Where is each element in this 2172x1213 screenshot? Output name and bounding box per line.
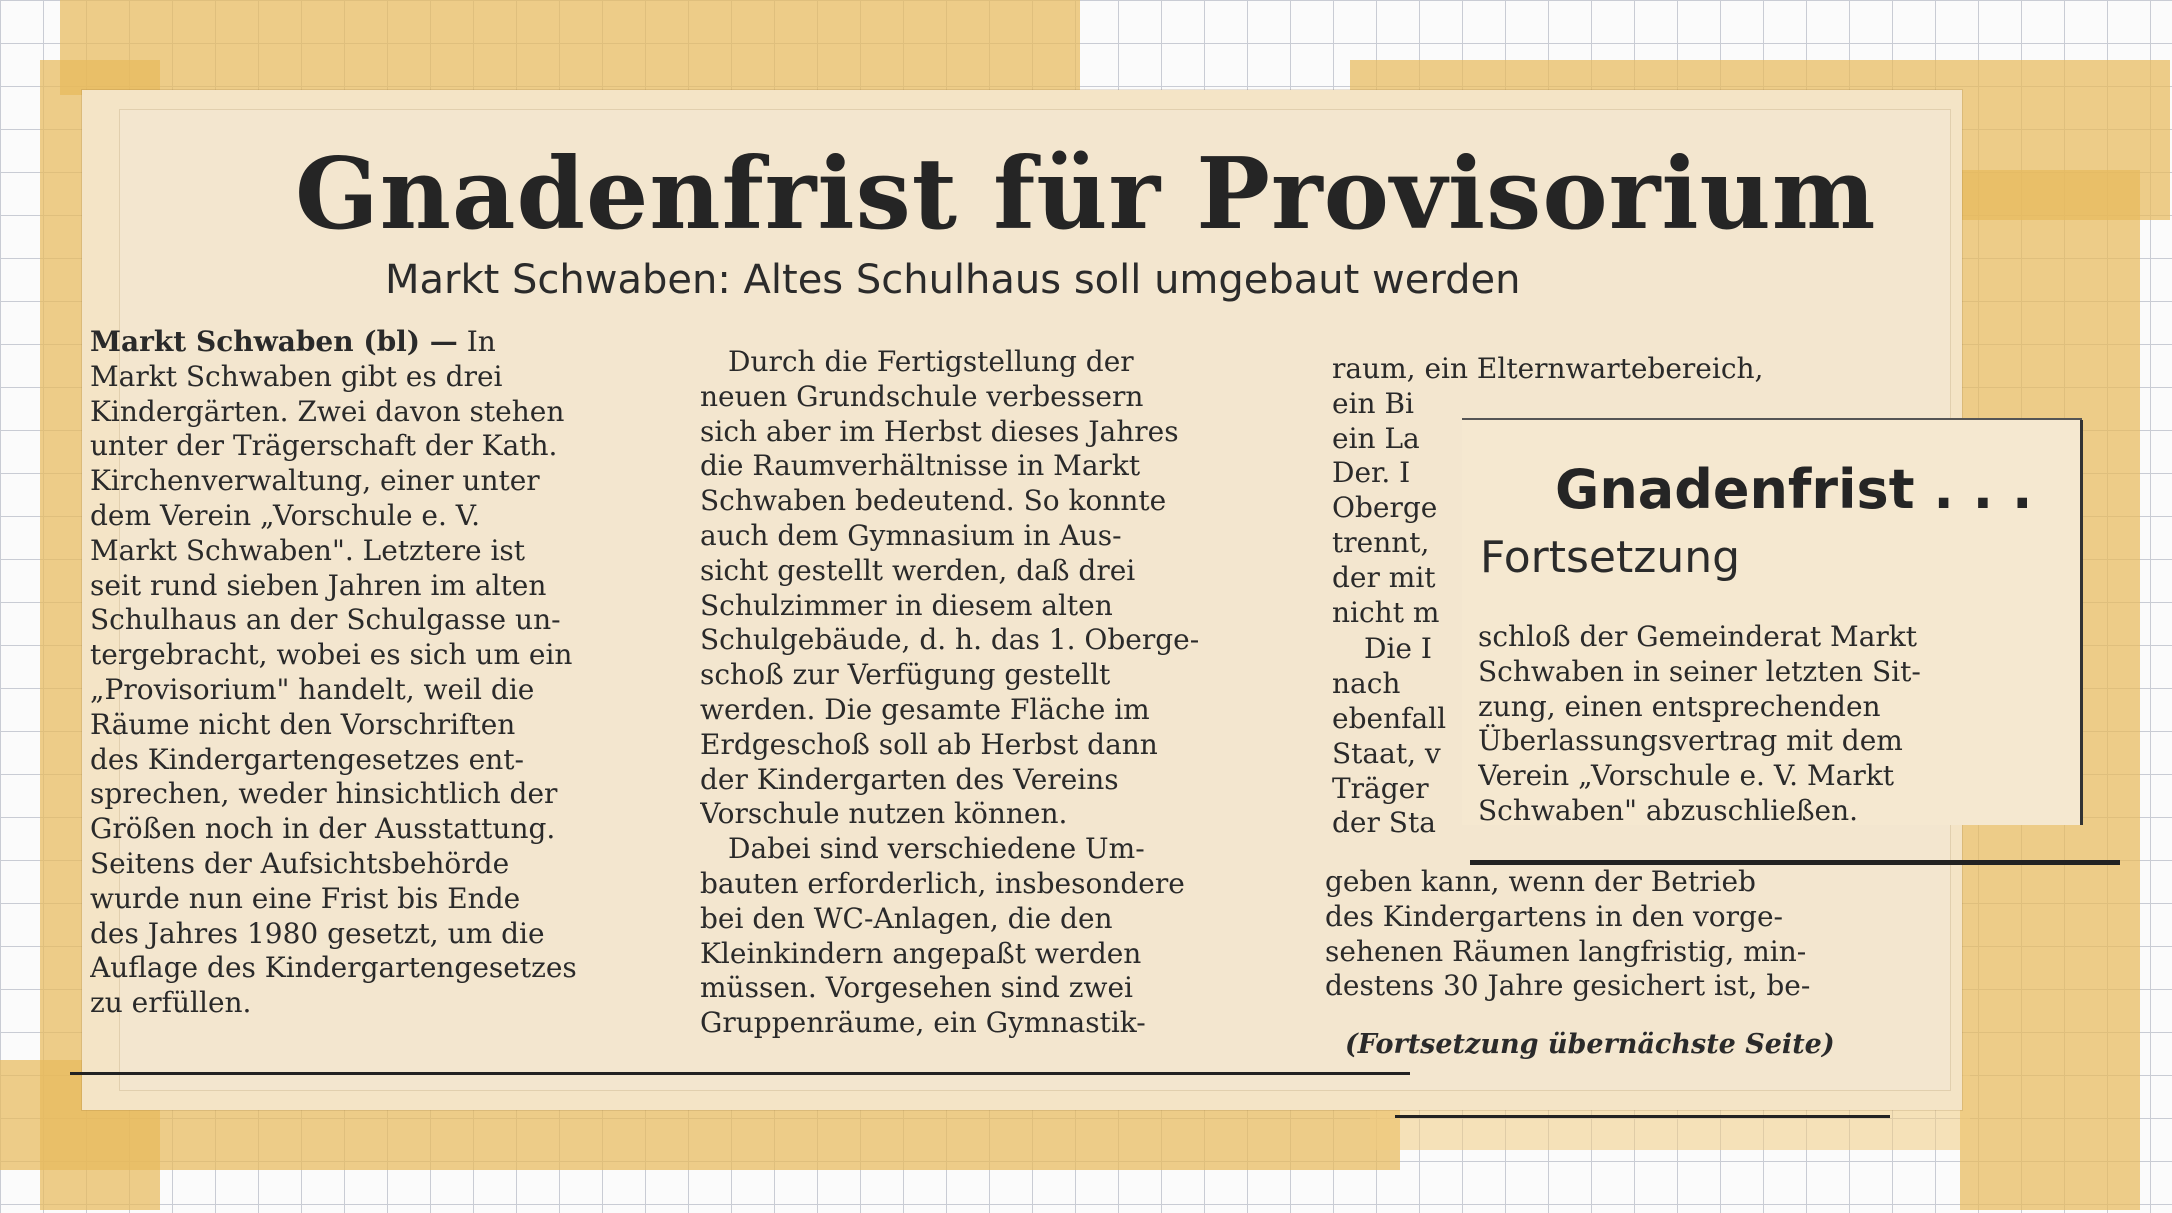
column-2-line: der Kindergarten des Vereins xyxy=(700,762,1119,796)
column-2-line: bei den WC-Anlagen, die den xyxy=(700,901,1113,935)
column-1-line: sprechen, weder hinsichtlich der xyxy=(90,777,558,811)
continuation-text xyxy=(1478,620,2050,829)
column-1-line: „Provisorium" handelt, weil die xyxy=(90,672,535,706)
column-2-line: bauten erforderlich, insbesondere xyxy=(700,866,1185,900)
column-1-line: Größen noch in der Ausstattung. xyxy=(90,812,556,846)
column-3-line: trennt, xyxy=(1332,525,1430,559)
column-2-line: Dabei sind verschiedene Um- xyxy=(728,832,1145,866)
article-column-2 xyxy=(700,345,1285,1041)
headline: Gnadenfrist für Provisorium xyxy=(295,137,1877,252)
article-column-1 xyxy=(90,325,660,1021)
dateline: Markt Schwaben (bl) — xyxy=(90,325,458,358)
column-1-line: seit rund sieben Jahren im alten xyxy=(90,568,547,602)
column-1-line: Kirchenverwaltung, einer unter xyxy=(90,464,540,498)
column-3-line: Oberge xyxy=(1332,491,1438,525)
article-column-3-bottom xyxy=(1325,865,1905,1004)
column-3-line: Träger xyxy=(1332,771,1429,805)
column-2-line: sich aber im Herbst dieses Jahres xyxy=(700,414,1179,448)
continuation-subtitle: Fortsetzung xyxy=(1480,532,1741,583)
column-1-line: Markt Schwaben (bl) — In xyxy=(90,325,496,358)
column-2-line: werden. Die gesamte Fläche im xyxy=(700,692,1150,726)
column-1-line: Räume nicht den Vorschriften xyxy=(90,707,516,741)
column-1-line: Kindergärten. Zwei davon stehen xyxy=(90,394,565,428)
column-2-line: Schulzimmer in diesem alten xyxy=(700,588,1113,622)
column-3-line: der Sta xyxy=(1332,806,1436,840)
column-3-bottom-line: sehenen Räumen langfristig, min- xyxy=(1325,934,1807,968)
column-2-line: Gruppenräume, ein Gymnastik- xyxy=(700,1006,1146,1040)
column-1-line: Markt Schwaben gibt es drei xyxy=(90,359,503,393)
column-1-line: des Jahres 1980 gesetzt, um die xyxy=(90,916,545,950)
column-3-line: nicht m xyxy=(1332,595,1440,629)
column-3-bottom-line: des Kindergartens in den vorge- xyxy=(1325,899,1784,933)
column-2-line: auch dem Gymnasium in Aus- xyxy=(700,518,1122,552)
column-1-line: dem Verein „Vorschule e. V. xyxy=(90,498,481,532)
column-1-line: zu erfüllen. xyxy=(90,986,252,1020)
column-3-line: Staat, v xyxy=(1332,736,1441,770)
column-2-line: Erdgeschoß soll ab Herbst dann xyxy=(700,727,1158,761)
column-2-line: die Raumverhältnisse in Markt xyxy=(700,449,1141,483)
column-3-line: Die I xyxy=(1364,632,1432,666)
continuation-line: Überlassungsvertrag mit dem xyxy=(1478,724,1903,758)
column-3-line: raum, ein Elternwartebereich, xyxy=(1332,352,1764,385)
column-2-line: sicht gestellt werden, daß drei xyxy=(700,553,1136,587)
column-2-line: schoß zur Verfügung gestellt xyxy=(700,658,1111,692)
column-2-line: Schwaben bedeutend. So konnte xyxy=(700,484,1167,518)
tape-strip-top-left xyxy=(60,0,1080,95)
column-2-line: neuen Grundschule verbessern xyxy=(700,379,1144,413)
rule-bottom-left xyxy=(70,1072,1410,1075)
column-2-line: Vorschule nutzen können. xyxy=(700,797,1068,831)
column-1-line: wurde nun eine Frist bis Ende xyxy=(90,881,521,915)
continuation-line: Schwaben" abzuschließen. xyxy=(1478,793,1859,827)
column-1-line: tergebracht, wobei es sich um ein xyxy=(90,638,573,672)
column-1-line: Schulhaus an der Schulgasse un- xyxy=(90,603,561,637)
continuation-line: Schwaben in seiner letzten Sit- xyxy=(1478,654,1921,688)
continuation-box-rule xyxy=(1462,418,2082,420)
column-2-line: Durch die Fertigstellung der xyxy=(728,345,1134,378)
column-3-line: der mit xyxy=(1332,560,1436,594)
continuation-title: Gnadenfrist . . . xyxy=(1555,458,2033,521)
column-3-bottom-line: destens 30 Jahre gesichert ist, be- xyxy=(1325,969,1811,1003)
column-3-line: ebenfall xyxy=(1332,701,1447,735)
column-1-line: Auflage des Kindergartengesetzes xyxy=(90,951,577,985)
column-3-line: ein Bi xyxy=(1332,386,1414,420)
rule-bottom-right xyxy=(1395,1115,1890,1118)
column-1-line: Seitens der Aufsichtsbehörde xyxy=(90,846,510,880)
column-3-line: Der. I xyxy=(1332,456,1411,490)
column-1-line: des Kindergartengesetzes ent- xyxy=(90,742,524,776)
column-2-line: Schulgebäude, d. h. das 1. Oberge- xyxy=(700,623,1200,657)
column-3-line: ein La xyxy=(1332,421,1420,455)
column-2-line: Kleinkindern angepaßt werden xyxy=(700,936,1142,970)
column-2-line: müssen. Vorgesehen sind zwei xyxy=(700,971,1134,1005)
continuation-note: (Fortsetzung übernächste Seite) xyxy=(1345,1029,1835,1060)
column-1-line: Markt Schwaben". Letztere ist xyxy=(90,533,526,567)
continuation-line: schloß der Gemeinderat Markt xyxy=(1478,620,1918,653)
continuation-line: Verein „Vorschule e. V. Markt xyxy=(1478,759,1894,793)
continuation-line: zung, einen entsprechenden xyxy=(1478,689,1881,723)
column-3-bottom-line: geben kann, wenn der Betrieb xyxy=(1325,865,1756,898)
subheadline: Markt Schwaben: Altes Schulhaus soll umgebaut werden xyxy=(385,257,1521,303)
column-1-line: unter der Trägerschaft der Kath. xyxy=(90,429,558,463)
column-3-line: nach xyxy=(1332,667,1401,701)
